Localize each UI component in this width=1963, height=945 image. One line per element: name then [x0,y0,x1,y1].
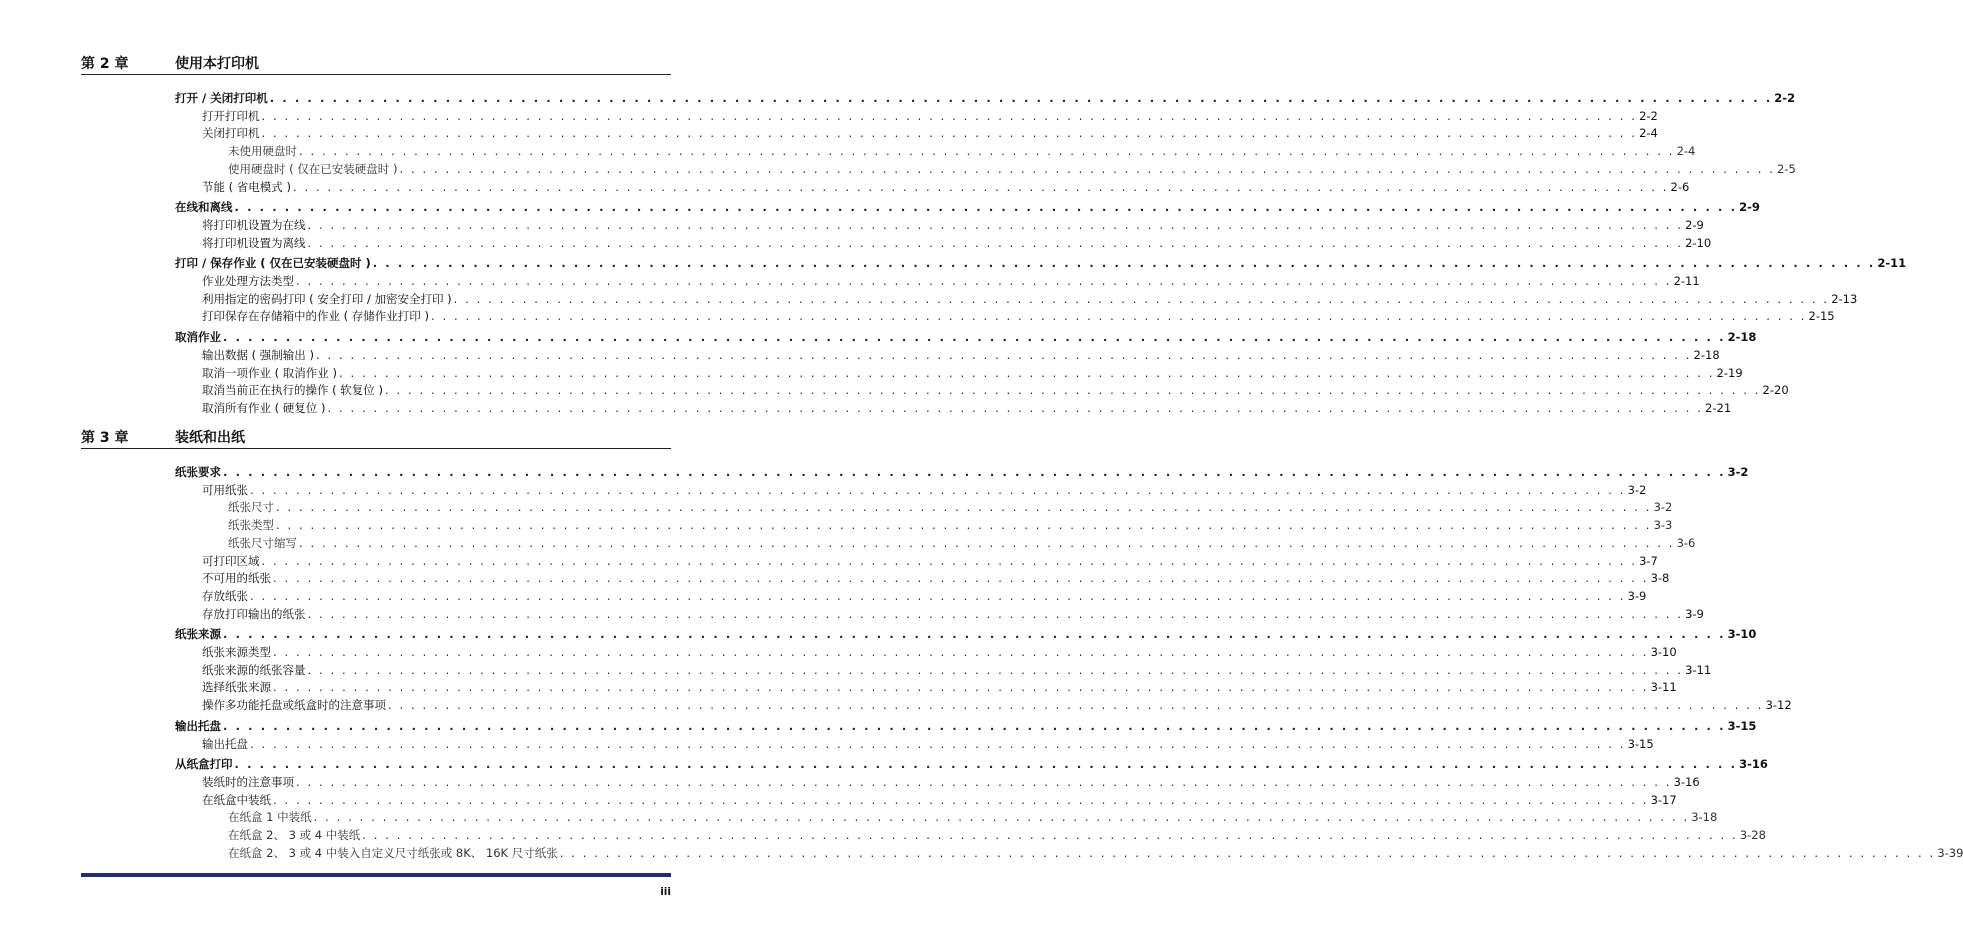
toc-entry-title: 使用硬盘时 ( 仅在已安装硬盘时 ) [228,161,398,176]
toc-entry-page: 2-10 [1685,235,1712,250]
toc-entry-page: 3-8 [1650,571,1670,586]
toc-entry[interactable] [175,232,1712,250]
toc-entry-title: 纸张来源 [175,627,221,642]
toc-entry[interactable] [175,641,1677,659]
toc-entry[interactable] [175,270,1700,288]
dot-leader: . . . . . . . . . . . . . . . . . . . . . . . . . . . . . . . . . . . . . . . . . . . . . . . . . . . . . . . . . . . . . . . . . . . . . . . . . . . . . . . . . . . . . . . . . . . . . . . . . . . . . . . . . . . . . . . . . . . . . . . . [250,482,1626,497]
toc-entry-title: 可用纸张 [202,482,248,497]
toc-entry[interactable] [175,461,1749,479]
dot-leader: . . . . . . . . . . . . . . . . . . . . . . . . . . . . . . . . . . . . . . . . . . . . . . . . . . . . . . . . . . . . . . . . . . . . . . . . . . . . . . . . . . . . . . . . . . . . . . . . . . . . . . . . . . . . . . . . . . . . . . . . [223,465,1726,479]
dot-leader: . . . . . . . . . . . . . . . . . . . . . . . . . . . . . . . . . . . . . . . . . . . . . . . . . . . . . . . . . . . . . . . . . . . . . . . . . . . . . . . . . . . . . . . . . . . . . . . . . . . . . . . . . . . . . . . . . . . . . . . . [276,500,1652,515]
chapter-2 [81,50,1907,415]
toc-entry-page: 3-7 [1639,553,1658,568]
toc-entry-title: 操作多功能托盘或纸盒时的注意事项 [202,698,386,713]
dot-leader: . . . . . . . . . . . . . . . . . . . . . . . . . . . . . . . . . . . . . . . . . . . . . . . . . . . . . . . . . . . . . . . . . . . . . . . . . . . . . . . . . . . . . . . . . . . . . . . . . . . . . . . . . . . . . . . . . . . . . . . . [261,108,1638,123]
toc-entry-page: 2-9 [1685,217,1704,232]
toc-entry-title: 取消作业 [175,330,221,345]
toc-entry-page: 2-20 [1762,383,1789,398]
toc-entry-page: 3-10 [1650,645,1677,659]
toc-entry-page: 2-11 [1877,256,1907,271]
toc-entry[interactable] [175,694,1792,713]
dot-leader: . . . . . . . . . . . . . . . . . . . . . . . . . . . . . . . . . . . . . . . . . . . . . . . . . . . . . . . . . . . . . . . . . . . . . . . . . . . . . . . . . . . . . . . . . . . . . . . . . . . . . . . . . . . . . . . . . . . . . . . . [223,330,1726,345]
dot-leader: . . . . . . . . . . . . . . . . . . . . . . . . . . . . . . . . . . . . . . . . . . . . . . . . . . . . . . . . . . . . . . . . . . . . . . . . . . . . . . . . . . . . . . . . . . . . . . . . . . . . . . . . . . . . . . . . . . . . . . . . [299,535,1675,550]
toc-entry-title: 在纸盒 2、 3 或 4 中装入自定义尺寸纸张或 8K、 16K 尺寸纸张 [228,845,558,860]
toc-entry-page: 3-12 [1765,698,1792,713]
toc-entry-title: 利用指定的密码打印 ( 安全打印 / 加密安全打印 ) [202,291,452,306]
dot-leader: . . . . . . . . . . . . . . . . . . . . . . . . . . . . . . . . . . . . . . . . . . . . . . . . . . . . . . . . . . . . . . . . . . . . . . . . . . . . . . . . . . . . . . . . . . . . . . . . . . . . . . . . . . . . . . . . . . . . . . . . [269,91,1773,105]
toc-entry-page: 2-13 [1831,291,1858,306]
toc-entry[interactable] [175,676,1677,695]
toc-entry[interactable] [175,344,1720,362]
toc-entry[interactable] [175,176,1690,194]
toc-entry[interactable] [175,87,1796,105]
toc-entry[interactable] [175,567,1670,586]
page-number: iii [660,886,671,898]
toc-entry-page: 3-39 [1937,845,1963,860]
toc-entry-title: 纸张类型 [228,518,274,533]
toc-entry[interactable] [175,824,1766,842]
toc-entry-page: 3-9 [1627,588,1647,603]
toc-entry-page: 3-17 [1650,792,1677,807]
toc-entry-page: 2-2 [1639,108,1658,123]
dot-leader: . . . . . . . . . . . . . . . . . . . . . . . . . . . . . . . . . . . . . . . . . . . . . . . . . . . . . . . . . . . . . . . . . . . . . . . . . . . . . . . . . . . . . . . . . . . . . . . . . . . . . . . . . . . . . . . . . . . . . . . . [250,736,1626,751]
dot-leader: . . . . . . . . . . . . . . . . . . . . . . . . . . . . . . . . . . . . . . . . . . . . . . . . . . . . . . . . . . . . . . . . . . . . . . . . . . . . . . . . . . . . . . . . . . . . . . . . . . . . . . . . . . . . . . . . . . . . . . . . [453,291,1830,306]
toc-entry[interactable] [175,623,1757,642]
toc-entry[interactable] [175,550,1658,568]
chapter-3 [81,424,1963,860]
dot-leader: . . . . . . . . . . . . . . . . . . . . . . . . . . . . . . . . . . . . . . . . . . . . . . . . . . . . . . . . . . . . . . . . . . . . . . . . . . . . . . . . . . . . . . . . . . . . . . . . . . . . . . . . . . . . . . . . . . . . . . . . [372,256,1876,271]
toc-entry-title: 选择纸张来源 [202,680,271,695]
toc-entry[interactable] [175,496,1673,515]
toc-entry-page: 3-15 [1627,736,1654,751]
toc-entry-page: 2-2 [1774,91,1796,105]
toc-entry[interactable] [175,789,1677,807]
dot-leader: . . . . . . . . . . . . . . . . . . . . . . . . . . . . . . . . . . . . . . . . . . . . . . . . . . . . . . . . . . . . . . . . . . . . . . . . . . . . . . . . . . . . . . . . . . . . . . . . . . . . . . . . . . . . . . . . . . . . . . . . [273,645,1649,659]
dot-leader: . . . . . . . . . . . . . . . . . . . . . . . . . . . . . . . . . . . . . . . . . . . . . . . . . . . . . . . . . . . . . . . . . . . . . . . . . . . . . . . . . . . . . . . . . . . . . . . . . . . . . . . . . . . . . . . . . . . . . . . . [296,274,1672,288]
dot-leader: . . . . . . . . . . . . . . . . . . . . . . . . . . . . . . . . . . . . . . . . . . . . . . . . . . . . . . . . . . . . . . . . . . . . . . . . . . . . . . . . . . . . . . . . . . . . . . . . . . . . . . . . . . . . . . . . . . . . . . . . [273,792,1649,807]
toc-entry-page: 3-11 [1650,680,1677,695]
dot-leader: . . . . . . . . . . . . . . . . . . . . . . . . . . . . . . . . . . . . . . . . . . . . . . . . . . . . . . . . . . . . . . . . . . . . . . . . . . . . . . . . . . . . . . . . . . . . . . . . . . . . . . . . . . . . . . . . . . . . . . . . [307,606,1684,621]
toc-entry[interactable] [175,326,1757,345]
toc-entry-title: 不可用的纸张 [202,571,271,586]
toc-entry-page: 2-15 [1808,309,1835,324]
toc-entry-title: 输出托盘 [175,718,221,733]
dot-leader: . . . . . . . . . . . . . . . . . . . . . . . . . . . . . . . . . . . . . . . . . . . . . . . . . . . . . . . . . . . . . . . . . . . . . . . . . . . . . . . . . . . . . . . . . . . . . . . . . . . . . . . . . . . . . . . . . . . . . . . . [223,718,1726,733]
dot-leader: . . . . . . . . . . . . . . . . . . . . . . . . . . . . . . . . . . . . . . . . . . . . . . . . . . . . . . . . . . . . . . . . . . . . . . . . . . . . . . . . . . . . . . . . . . . . . . . . . . . . . . . . . . . . . . . . . . . . . . . . [273,680,1649,695]
toc-entry-title: 存放纸张 [202,588,248,603]
chapter-heading [81,424,671,449]
toc-entry[interactable] [175,158,1796,176]
toc-entry[interactable] [175,397,1732,415]
toc-entry-page: 2-21 [1705,400,1732,415]
dot-leader: . . . . . . . . . . . . . . . . . . . . . . . . . . . . . . . . . . . . . . . . . . . . . . . . . . . . . . . . . . . . . . . . . . . . . . . . . . . . . . . . . . . . . . . . . . . . . . . . . . . . . . . . . . . . . . . . . . . . . . . . [307,217,1684,232]
toc-entry-page: 3-11 [1685,662,1712,677]
dot-leader: . . . . . . . . . . . . . . . . . . . . . . . . . . . . . . . . . . . . . . . . . . . . . . . . . . . . . . . . . . . . . . . . . . . . . . . . . . . . . . . . . . . . . . . . . . . . . . . . . . . . . . . . . . . . . . . . . . . . . . . . [388,698,1764,713]
toc-entry-title: 在纸盒中装纸 [202,792,271,807]
dot-leader: . . . . . . . . . . . . . . . . . . . . . . . . . . . . . . . . . . . . . . . . . . . . . . . . . . . . . . . . . . . . . . . . . . . . . . . . . . . . . . . . . . . . . . . . . . . . . . . . . . . . . . . . . . . . . . . . . . . . . . . . [338,365,1715,380]
toc-entry-title: 打印 / 保存作业 ( 仅在已安装硬盘时 ) [175,256,371,271]
toc-entry-page: 2-6 [1670,179,1690,194]
toc-entry-title: 纸张尺寸 [228,500,274,515]
toc-entry[interactable] [175,379,1789,398]
toc-entry-page: 3-16 [1673,774,1700,789]
toc-entry-title: 将打印机设置为离线 [202,235,306,250]
toc-entry[interactable] [175,140,1696,159]
toc-entry-title: 打印保存在存储箱中的作业 ( 存储作业打印 ) [202,309,429,324]
toc-entry-title: 打开 / 关闭打印机 [175,91,268,105]
toc-entry-page: 2-4 [1676,144,1696,159]
toc-entry-title: 纸张来源的纸张容量 [202,662,306,677]
toc-entry[interactable] [175,214,1704,232]
dot-leader: . . . . . . . . . . . . . . . . . . . . . . . . . . . . . . . . . . . . . . . . . . . . . . . . . . . . . . . . . . . . . . . . . . . . . . . . . . . . . . . . . . . . . . . . . . . . . . . . . . . . . . . . . . . . . . . . . . . . . . . . [384,383,1761,398]
toc-entry[interactable] [175,659,1712,677]
toc-entry-page: 2-9 [1739,200,1760,215]
toc-entry-page: 3-16 [1739,757,1768,772]
chapter-number: 第 2 章 [81,56,129,72]
toc-entry[interactable] [175,122,1658,141]
toc-entry-title: 取消当前正在执行的操作 ( 软复位 ) [202,383,383,398]
dot-leader: . . . . . . . . . . . . . . . . . . . . . . . . . . . . . . . . . . . . . . . . . . . . . . . . . . . . . . . . . . . . . . . . . . . . . . . . . . . . . . . . . . . . . . . . . . . . . . . . . . . . . . . . . . . . . . . . . . . . . . . . [223,627,1726,642]
toc-entry-page: 2-19 [1716,365,1743,380]
toc-entry-page: 3-10 [1727,627,1757,642]
dot-leader: . . . . . . . . . . . . . . . . . . . . . . . . . . . . . . . . . . . . . . . . . . . . . . . . . . . . . . . . . . . . . . . . . . . . . . . . . . . . . . . . . . . . . . . . . . . . . . . . . . . . . . . . . . . . . . . . . . . . . . . . [261,553,1638,568]
toc-entry-title: 输出数据 ( 强制输出 ) [202,347,314,362]
toc-entry-page: 3-2 [1627,482,1647,497]
toc-entry-title: 节能 ( 省电模式 ) [202,179,291,194]
dot-leader: . . . . . . . . . . . . . . . . . . . . . . . . . . . . . . . . . . . . . . . . . . . . . . . . . . . . . . . . . . . . . . . . . . . . . . . . . . . . . . . . . . . . . . . . . . . . . . . . . . . . . . . . . . . . . . . . . . . . . . . . [273,571,1649,586]
toc-entry[interactable] [175,715,1757,733]
toc-entry[interactable] [175,514,1673,533]
dot-leader: . . . . . . . . . . . . . . . . . . . . . . . . . . . . . . . . . . . . . . . . . . . . . . . . . . . . . . . . . . . . . . . . . . . . . . . . . . . . . . . . . . . . . . . . . . . . . . . . . . . . . . . . . . . . . . . . . . . . . . . . [307,235,1684,250]
dot-leader: . . . . . . . . . . . . . . . . . . . . . . . . . . . . . . . . . . . . . . . . . . . . . . . . . . . . . . . . . . . . . . . . . . . . . . . . . . . . . . . . . . . . . . . . . . . . . . . . . . . . . . . . . . . . . . . . . . . . . . . . [307,662,1684,677]
toc-entry[interactable] [175,771,1700,789]
dot-leader: . . . . . . . . . . . . . . . . . . . . . . . . . . . . . . . . . . . . . . . . . . . . . . . . . . . . . . . . . . . . . . . . . . . . . . . . . . . . . . . . . . . . . . . . . . . . . . . . . . . . . . . . . . . . . . . . . . . . . . . . [315,347,1692,362]
toc-entry-title: 在纸盒 1 中装纸 [228,810,312,825]
dot-leader: . . . . . . . . . . . . . . . . . . . . . . . . . . . . . . . . . . . . . . . . . . . . . . . . . . . . . . . . . . . . . . . . . . . . . . . . . . . . . . . . . . . . . . . . . . . . . . . . . . . . . . . . . . . . . . . . . . . . . . . . [362,828,1738,842]
dot-leader: . . . . . . . . . . . . . . . . . . . . . . . . . . . . . . . . . . . . . . . . . . . . . . . . . . . . . . . . . . . . . . . . . . . . . . . . . . . . . . . . . . . . . . . . . . . . . . . . . . . . . . . . . . . . . . . . . . . . . . . . [327,400,1704,415]
toc-entry[interactable] [175,252,1907,271]
dot-leader: . . . . . . . . . . . . . . . . . . . . . . . . . . . . . . . . . . . . . . . . . . . . . . . . . . . . . . . . . . . . . . . . . . . . . . . . . . . . . . . . . . . . . . . . . . . . . . . . . . . . . . . . . . . . . . . . . . . . . . . . [234,200,1738,215]
dot-leader: . . . . . . . . . . . . . . . . . . . . . . . . . . . . . . . . . . . . . . . . . . . . . . . . . . . . . . . . . . . . . . . . . . . . . . . . . . . . . . . . . . . . . . . . . . . . . . . . . . . . . . . . . . . . . . . . . . . . . . . . [313,810,1690,825]
toc-entry[interactable] [175,105,1658,123]
toc-entry-title: 取消一项作业 ( 取消作业 ) [202,365,337,380]
dot-leader: . . . . . . . . . . . . . . . . . . . . . . . . . . . . . . . . . . . . . . . . . . . . . . . . . . . . . . . . . . . . . . . . . . . . . . . . . . . . . . . . . . . . . . . . . . . . . . . . . . . . . . . . . . . . . . . . . . . . . . . . [559,845,1936,860]
toc-entry-title: 在线和离线 [175,200,233,215]
toc-entry-page: 3-28 [1739,828,1766,842]
toc-entry-page: 3-2 [1727,465,1749,479]
toc-entry[interactable] [175,842,1963,860]
toc-entry-page: 3-2 [1653,500,1673,515]
dot-leader: . . . . . . . . . . . . . . . . . . . . . . . . . . . . . . . . . . . . . . . . . . . . . . . . . . . . . . . . . . . . . . . . . . . . . . . . . . . . . . . . . . . . . . . . . . . . . . . . . . . . . . . . . . . . . . . . . . . . . . . . [234,757,1738,772]
toc-entry-title: 存放打印输出的纸张 [202,606,306,621]
dot-leader: . . . . . . . . . . . . . . . . . . . . . . . . . . . . . . . . . . . . . . . . . . . . . . . . . . . . . . . . . . . . . . . . . . . . . . . . . . . . . . . . . . . . . . . . . . . . . . . . . . . . . . . . . . . . . . . . . . . . . . . . [250,588,1626,603]
toc-entry-page: 2-4 [1639,126,1658,141]
toc-entry[interactable] [175,362,1743,380]
toc-entry[interactable] [175,603,1704,621]
toc-entry-page: 3-3 [1653,518,1673,533]
chapter-title: 装纸和出纸 [175,430,245,446]
toc-entry-title: 输出托盘 [202,736,248,751]
toc-entry-title: 作业处理方法类型 [202,274,294,288]
toc-entry-page: 3-9 [1685,606,1704,621]
toc-entry[interactable] [175,196,1760,215]
toc-entry[interactable] [175,806,1718,825]
chapter-heading [81,50,671,75]
toc-entry-page: 3-15 [1727,718,1757,733]
toc-entry[interactable] [175,585,1647,603]
dot-leader: . . . . . . . . . . . . . . . . . . . . . . . . . . . . . . . . . . . . . . . . . . . . . . . . . . . . . . . . . . . . . . . . . . . . . . . . . . . . . . . . . . . . . . . . . . . . . . . . . . . . . . . . . . . . . . . . . . . . . . . . [296,774,1672,789]
toc-entry-title: 未使用硬盘时 [228,144,297,159]
toc-entry-title: 在纸盒 2、 3 或 4 中装纸 [228,828,361,842]
dot-leader: . . . . . . . . . . . . . . . . . . . . . . . . . . . . . . . . . . . . . . . . . . . . . . . . . . . . . . . . . . . . . . . . . . . . . . . . . . . . . . . . . . . . . . . . . . . . . . . . . . . . . . . . . . . . . . . . . . . . . . . . [299,144,1675,159]
toc-entry-title: 打开打印机 [202,108,260,123]
toc-entry[interactable] [175,532,1696,550]
toc-entry-page: 2-18 [1727,330,1757,345]
dot-leader: . . . . . . . . . . . . . . . . . . . . . . . . . . . . . . . . . . . . . . . . . . . . . . . . . . . . . . . . . . . . . . . . . . . . . . . . . . . . . . . . . . . . . . . . . . . . . . . . . . . . . . . . . . . . . . . . . . . . . . . . [276,518,1652,533]
toc-entry-page: 2-18 [1693,347,1720,362]
dot-leader: . . . . . . . . . . . . . . . . . . . . . . . . . . . . . . . . . . . . . . . . . . . . . . . . . . . . . . . . . . . . . . . . . . . . . . . . . . . . . . . . . . . . . . . . . . . . . . . . . . . . . . . . . . . . . . . . . . . . . . . . [261,126,1638,141]
toc-entry-page: 3-18 [1691,810,1718,825]
chapter-title: 使用本打印机 [175,56,259,72]
toc-entry-title: 从纸盒打印 [175,757,233,772]
chapter-number: 第 3 章 [81,430,129,446]
dot-leader: . . . . . . . . . . . . . . . . . . . . . . . . . . . . . . . . . . . . . . . . . . . . . . . . . . . . . . . . . . . . . . . . . . . . . . . . . . . . . . . . . . . . . . . . . . . . . . . . . . . . . . . . . . . . . . . . . . . . . . . . [430,309,1807,324]
toc-entry-title: 将打印机设置为在线 [202,217,306,232]
toc-entry[interactable] [175,305,1835,324]
toc-entry-page: 3-6 [1676,535,1696,550]
toc-entry-title: 关闭打印机 [202,126,260,141]
toc-entry-page: 2-5 [1777,161,1796,176]
toc-entry[interactable] [175,753,1768,772]
dot-leader: . . . . . . . . . . . . . . . . . . . . . . . . . . . . . . . . . . . . . . . . . . . . . . . . . . . . . . . . . . . . . . . . . . . . . . . . . . . . . . . . . . . . . . . . . . . . . . . . . . . . . . . . . . . . . . . . . . . . . . . . [399,161,1776,176]
toc-entry-title: 纸张尺寸缩写 [228,535,297,550]
toc-entry-title: 装纸时的注意事项 [202,774,294,789]
toc-entry-title: 可打印区域 [202,553,260,568]
toc-entry-title: 纸张要求 [175,465,221,479]
toc-entry-page: 2-11 [1673,274,1700,288]
toc-entry-title: 取消所有作业 ( 硬复位 ) [202,400,326,415]
dot-leader: . . . . . . . . . . . . . . . . . . . . . . . . . . . . . . . . . . . . . . . . . . . . . . . . . . . . . . . . . . . . . . . . . . . . . . . . . . . . . . . . . . . . . . . . . . . . . . . . . . . . . . . . . . . . . . . . . . . . . . . . [292,179,1669,194]
toc-entry-title: 纸张来源类型 [202,645,271,659]
toc-entry[interactable] [175,733,1654,751]
toc-entry[interactable] [175,479,1647,497]
toc-entry[interactable] [175,288,1858,306]
footer-rule [81,873,671,877]
